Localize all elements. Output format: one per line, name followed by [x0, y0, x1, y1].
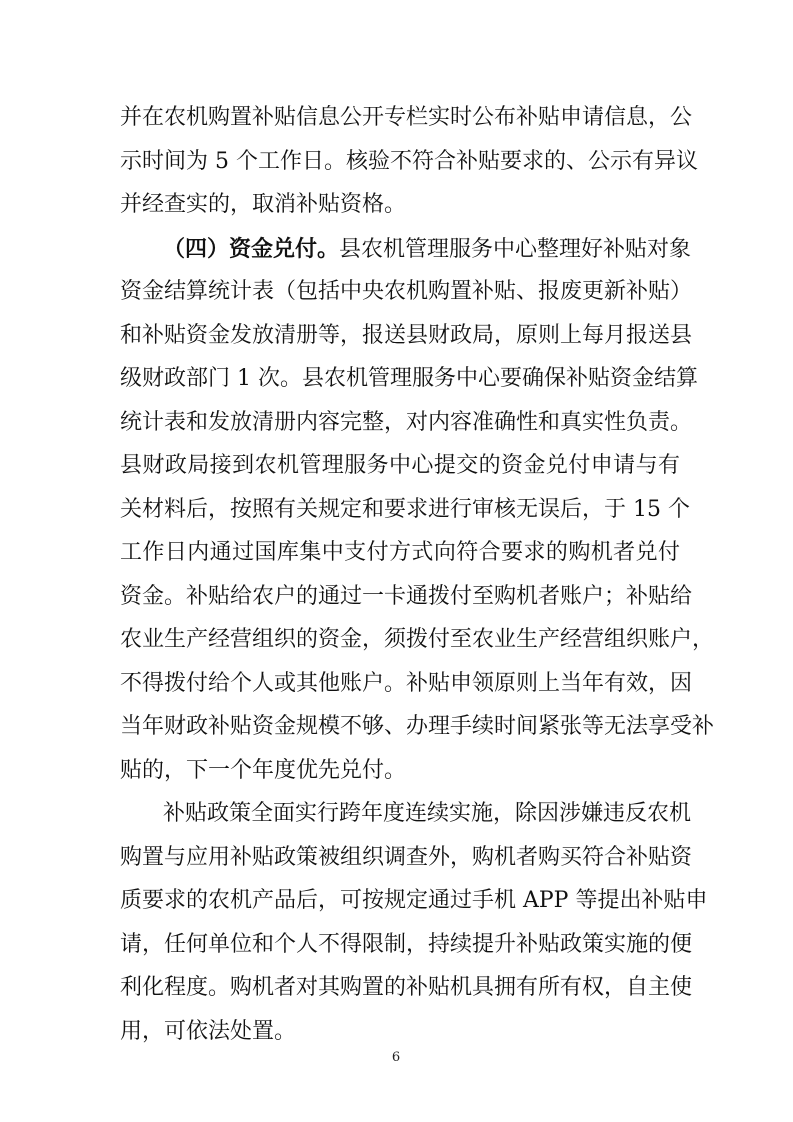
- text-line: 示时间为 5 个工作日。核验不符合补贴要求的、公示有异议: [120, 149, 698, 174]
- text-fragment: 县农机管理服务中心整理好补贴对象: [339, 237, 692, 262]
- text-line: 购置与应用补贴政策被组织调查外，购机者购买符合补贴资: [120, 845, 693, 870]
- text-line: 级财政部门 1 次。县农机管理服务中心要确保补贴资金结算: [120, 366, 698, 391]
- text-line: 县财政局接到农机管理服务中心提交的资金兑付申请与有: [120, 453, 680, 478]
- text-line: 请，任何单位和个人不得限制，持续提升补贴政策实施的便: [120, 932, 693, 957]
- text-line: 资金结算统计表（包括中央农机购置补贴、报废更新补贴）: [120, 279, 693, 304]
- text-line: 农业生产经营组织的资金，须拨付至农业生产经营组织账户，: [120, 627, 715, 652]
- text-line: 不得拨付给个人或其他账户。补贴申领原则上当年有效，因: [120, 671, 693, 696]
- section-heading: （四）资金兑付。: [163, 236, 340, 262]
- text-line: 利化程度。购机者对其购置的补贴机具拥有所有权，自主使: [120, 975, 693, 1000]
- text-line: 统计表和发放清册内容完整，对内容准确性和真实性负责。: [120, 410, 693, 435]
- text-line: 用，可依法处置。: [120, 1019, 297, 1044]
- text-line: 资金。补贴给农户的通过一卡通拨付至购机者账户；补贴给: [120, 584, 693, 609]
- text-line: 和补贴资金发放清册等，报送县财政局，原则上每月报送县: [120, 323, 693, 348]
- text-line: 工作日内通过国库集中支付方式向符合要求的购机者兑付: [120, 540, 680, 565]
- text-line: [163, 234, 692, 264]
- text-line: 质要求的农机产品后，可按规定通过手机 APP 等提出补贴申: [120, 888, 708, 913]
- text-line: 并经查实的，取消补贴资格。: [120, 192, 407, 217]
- page-number: 6: [391, 1050, 401, 1065]
- text-line: 贴的，下一个年度优先兑付。: [120, 758, 407, 783]
- text-line: 当年财政补贴资金规模不够、办理手续时间紧张等无法享受补: [120, 714, 715, 739]
- text-line: 补贴政策全面实行跨年度连续实施，除因涉嫌违反农机: [163, 801, 692, 826]
- text-line: 并在农机购置补贴信息公开专栏实时公布补贴申请信息，公: [120, 105, 693, 130]
- text-line: 关材料后，按照有关规定和要求进行审核无误后，于 15 个: [120, 497, 690, 522]
